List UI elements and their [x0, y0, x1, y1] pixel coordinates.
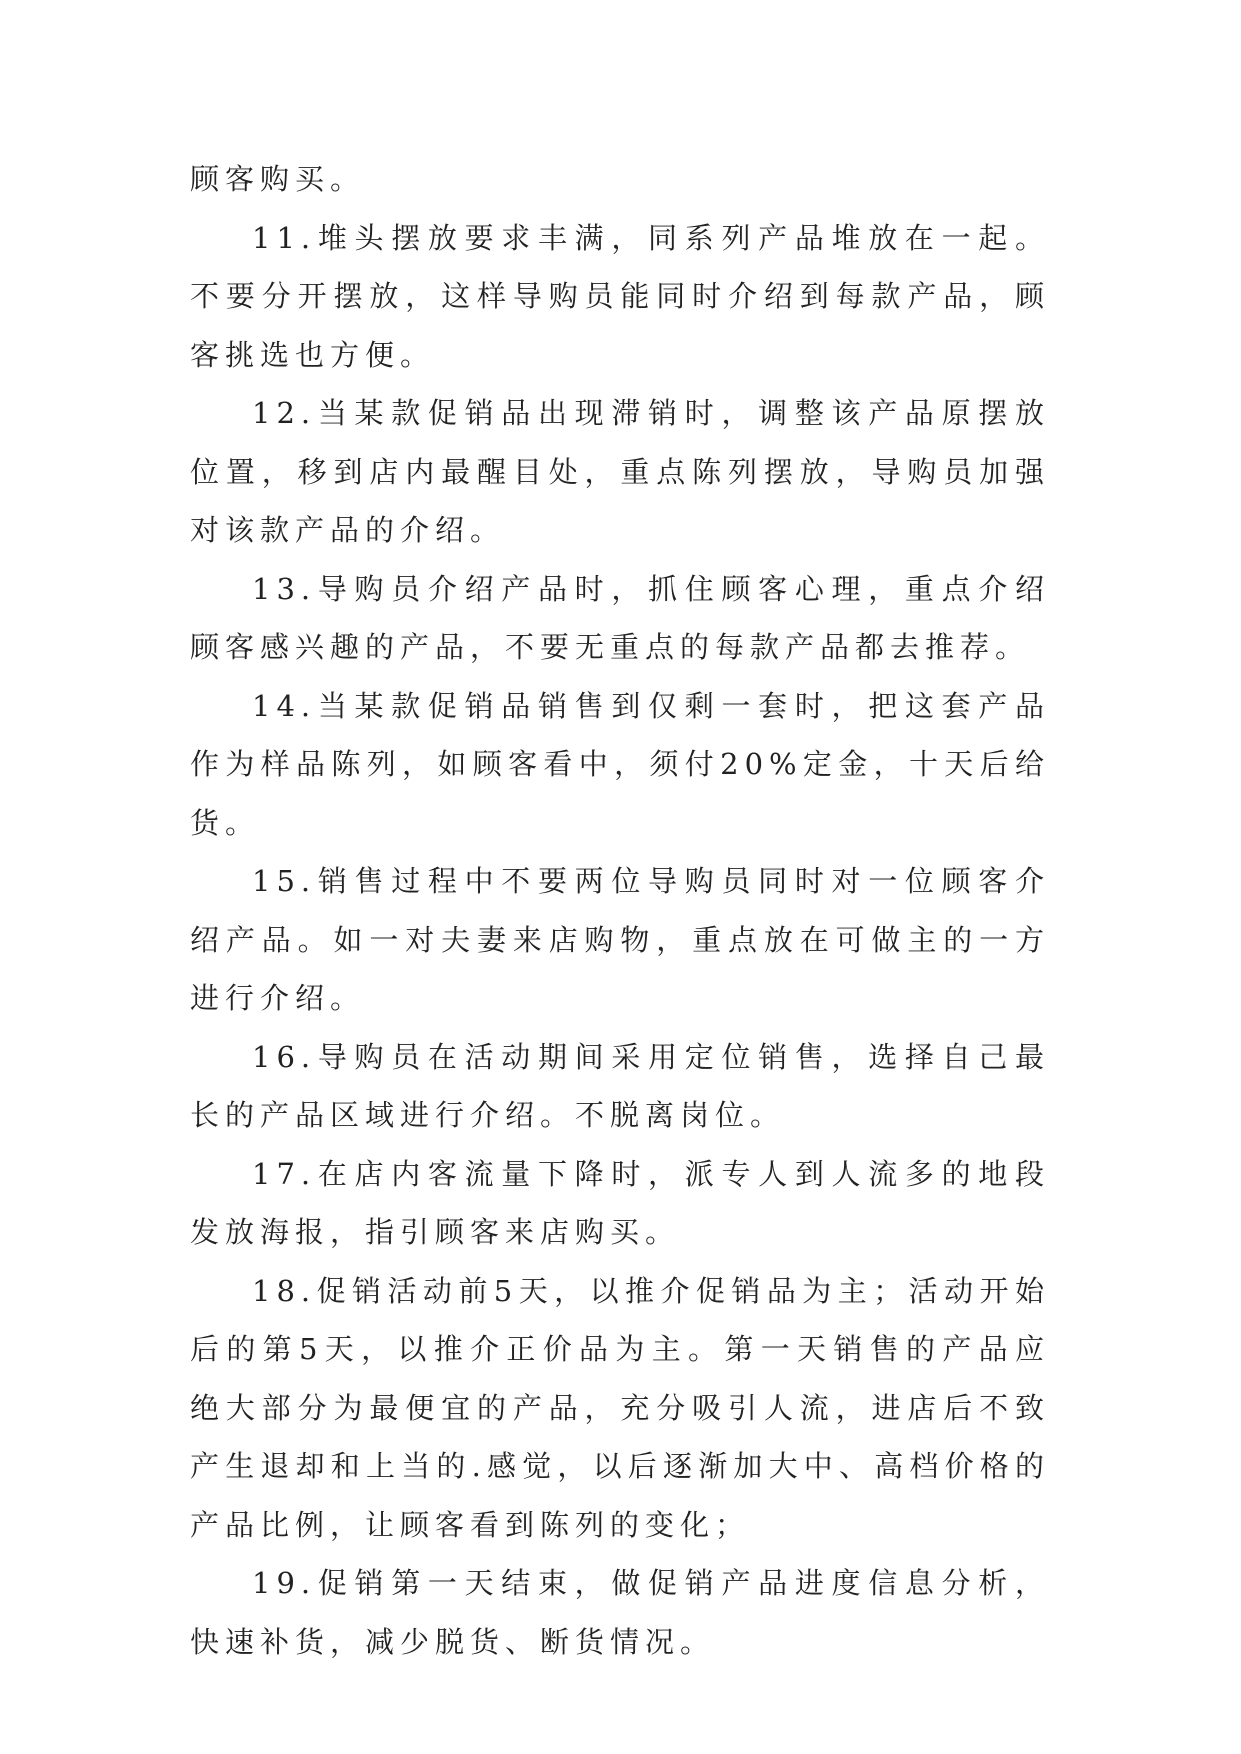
paragraph-item-13: 13.导购员介绍产品时，抓住顾客心理，重点介绍顾客感兴趣的产品，不要无重点的每款产品都去推荐。	[190, 571, 1050, 664]
paragraph-item-11: 11.堆头摆放要求丰满，同系列产品堆放在一起。不要分开摆放，这样导购员能同时介绍到每款产品，顾客挑选也方便。	[190, 220, 1050, 372]
paragraph-item-14: 14.当某款促销品销售到仅剩一套时，把这套产品作为样品陈列，如顾客看中，须付20%定金，十天后给货。	[190, 688, 1050, 840]
paragraph-item-16: 16.导购员在活动期间采用定位销售，选择自己最长的产品区域进行介绍。不脱离岗位。	[190, 1039, 1050, 1132]
paragraph-item-15: 15.销售过程中不要两位导购员同时对一位顾客介绍产品。如一对夫妻来店购物，重点放在可做主的一方进行介绍。	[190, 864, 1050, 1015]
paragraph-continuation: 顾客购买。	[190, 162, 366, 196]
paragraph-item-19: 19.促销第一天结束，做促销产品进度信息分析，快速补货，减少脱货、断货情况。	[190, 1566, 1050, 1659]
paragraph-item-12: 12.当某款促销品出现滞销时，调整该产品原摆放位置，移到店内最醒目处，重点陈列摆放，导购员加强对该款产品的介绍。	[190, 396, 1050, 547]
paragraph-item-17: 17.在店内客流量下降时，派专人到人流多的地段发放海报，指引顾客来店购买。	[190, 1156, 1050, 1249]
paragraph-item-18: 18.促销活动前5天，以推介促销品为主；活动开始后的第5天，以推介正价品为主。第一天销售的产品应绝大部分为最便宜的产品，充分吸引人流，进店后不致产生退却和上当的.感觉，以后逐渐加大中、高档价格的产品比例，让顾客看到陈列的变化；	[190, 1273, 1050, 1542]
document-body	[190, 150, 1050, 1671]
